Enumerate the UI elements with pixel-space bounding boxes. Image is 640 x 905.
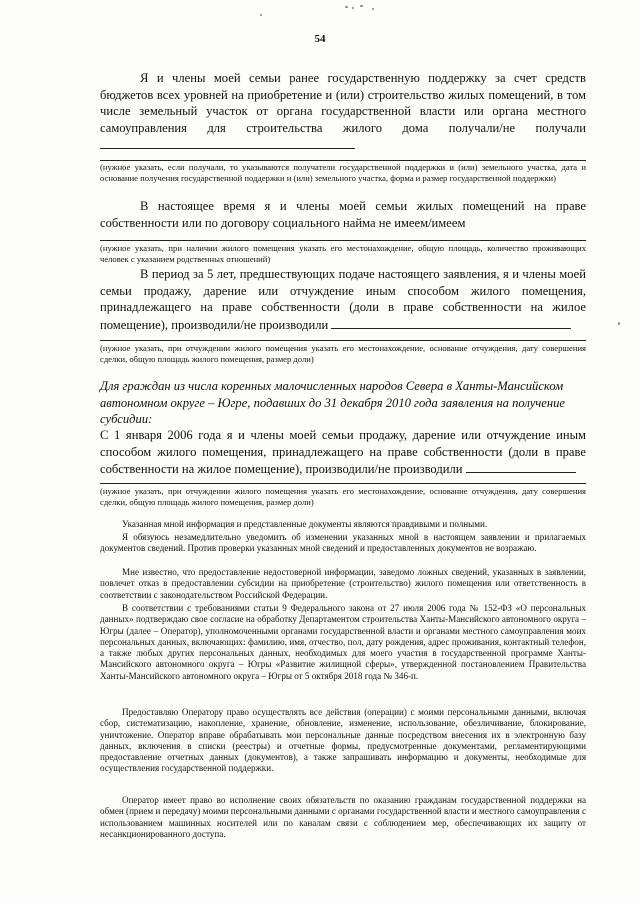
support-extra-line [100,160,586,161]
declaration-data-exchange: Оператор имеет право во исполнение своих обязательств по оказанию гражданам государственной поддержки на обмен (прием и передачу) моими персональными данными с органами государственной власти и местного самоуправления с использованием машинных носителей или по каналам связи с соблюдением мер, обеспечивающих их защиту от несанкционированного доступа. [100,795,586,839]
scan-speck [360,5,363,7]
support-statement-text: Я и члены моей семьи ранее государственную поддержку за счет средств бюджетов всех уровней на приобретение и (или) строительство жилых помещений, в том числе земельный участок от органа государственной власти или органа местного самоуправления для строительства жилого дома [100,71,586,135]
declaration-operator-rights: Предоставляю Оператору право осуществлять все действия (операции) с моими персональными данными, включая сбор, систематизацию, накопление, хранение, обновление, изменение, использование, обезличивание, блокирование, уничтожение. Оператор вправе обрабатывать мои персональные данные посредством внесения их в электронную базу данных, включения в списки (реестры) и отчетные формы, предусмотренные документами, регламентирующими предоставление отчетных данных (документов), а также запрашивать информацию и документы, необходимые для осуществления государственной поддержки. [100,707,586,774]
indigenous-heading: Для граждан из числа коренных малочисленных народов Севера в Ханты-Мансийском автономном округе – Югре, подавших до 31 декабря 2010 года заявления на получение субсидии: [100,379,566,426]
indigenous-fill-line [466,460,576,473]
indigenous-extra-line [100,483,586,484]
declaration-liability: Мне известно, что предоставление недостоверной информации, заведомо ложных сведений, указанных в заявлении, повлечет отказ в предоставлении субсидии на приобретение (строительство) жилого помещения или ответственность в соответствии с законодательством Российской Федерации. [100,567,586,600]
alienation-extra-line [100,340,586,341]
housing-note: (нужное указать, при наличии жилого помещения указать его местонахождение, общую площадь, количество проживающих человек с указанием родственных отношений) [100,243,586,264]
support-statement [100,70,586,154]
support-fill-line [100,136,355,149]
scan-speck [618,322,620,325]
support-choice: получали/не получали [448,120,586,135]
alienation-choice: производили/не производили [171,317,329,332]
alienation-note: (нужное указать, при отчуждении жилого помещения указать его местонахождение, основание отчуждения, дату совершения сделки, общую площадь жилого помещения, размер доли) [100,343,586,364]
scan-speck [260,14,262,16]
page-number: 54 [314,33,326,45]
alienation-fill-line [331,316,571,329]
alienation-statement [100,266,586,333]
scan-speck [345,6,348,8]
support-note: (нужное указать, если получали, то указываются получатели государственной поддержки и (или) земельного участка, дата и основание получения государственной поддержки и (или) земельного участка, форма и размер государственной поддержки) [100,162,586,183]
indigenous-choice: производили/не производили [305,462,463,476]
housing-statement: В настоящее время я и члены моей семьи жилых помещений на праве собственности или по договору социального найма не имеем/имеем [100,199,586,230]
declaration-notify: Я обязуюсь незамедлительно уведомить об изменении указанных мной в настоящем заявлении и прилагаемых документов сведений. Против проверки указанных мной сведений и предоставленных документов не возражаю. [100,532,586,554]
alienation-statement-text: В период за 5 лет, предшествующих подаче настоящего заявления, я и члены моей семьи продажу, дарение или отчуждение иным способом жилого помещения, принадлежащего на праве собственности (доли в праве собственности на жилое помещение), [100,267,586,332]
declaration-consent: В соответствии с требованиями статьи 9 Федерального закона от 27 июля 2006 года № 152-ФЗ «О персональных данных» подтверждаю свое согласие на обработку Департаментом строительства Ханты-Мансийского автономного округа – Югры (далее – Оператор), уполномоченными органами государственной власти и органами местного самоуправления моих персональных данных, включающих: фамилию, имя, отчество, пол, дату рождения, адрес проживания, контактный телефон, а также любых других персональных данных, необходимых для моего участия в государственной программе Ханты-Мансийского автономного округа – Югры «Развитие жилищной сферы», утвержденной постановлением Правительства Ханты-Мансийского автономного округа – Югры от 5 октября 2018 года № 346-п. [100,603,586,681]
indigenous-note: (нужное указать, при отчуждении жилого помещения указать его местонахождение, основание отчуждения, дату совершения сделки, общую площадь жилого помещения, размер доли) [100,486,586,507]
indigenous-statement-text: С 1 января 2006 года я и члены моей семьи продажу, дарение или отчуждение иным способом жилого помещения, принадлежащего на праве собственности (доли в праве собственности на жилое помещение), [100,428,586,476]
housing-fill-line [100,240,586,241]
indigenous-statement [100,427,586,478]
declaration-truth: Указанная мной информация и представленные документы являются правдивыми и полными. [122,519,488,529]
scan-speck [352,7,354,9]
scan-speck [372,8,374,10]
